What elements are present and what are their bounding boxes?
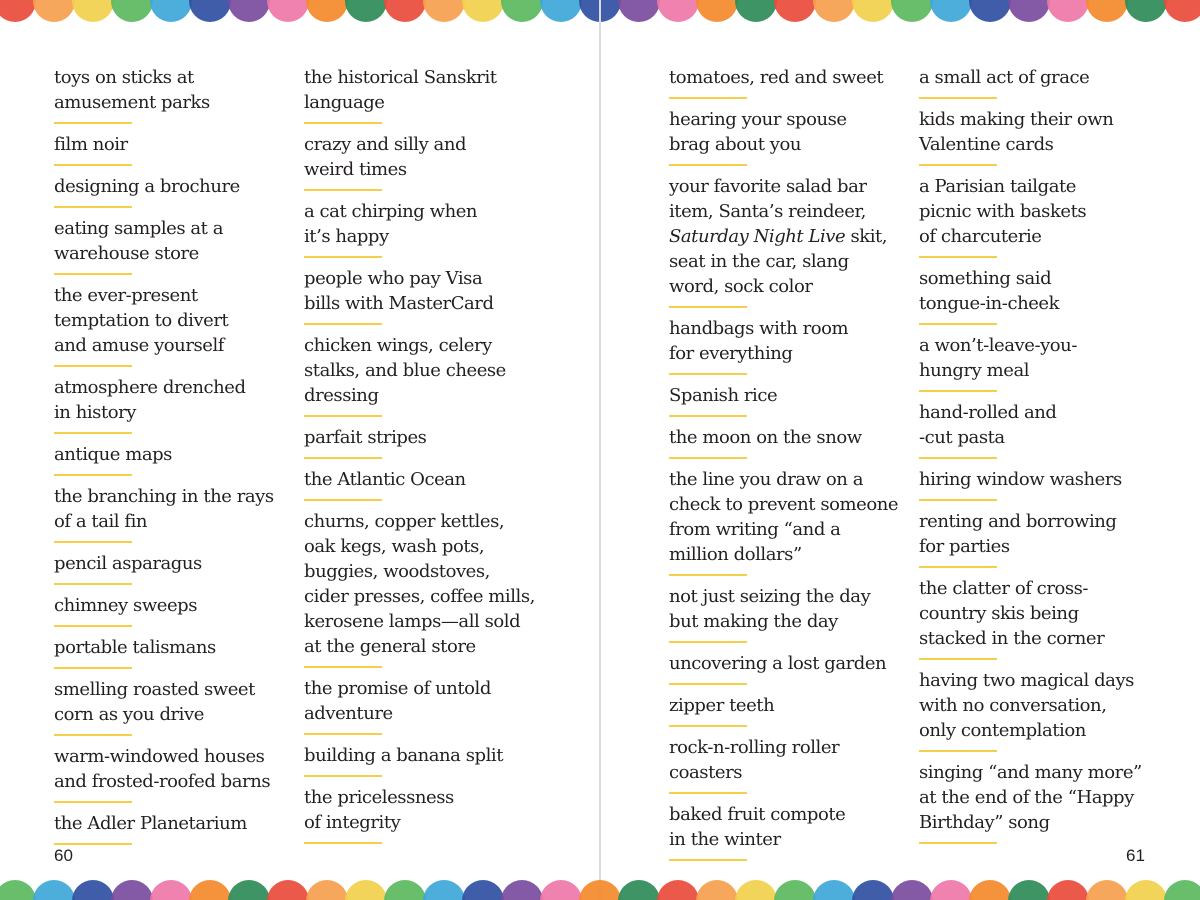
- entry-divider: [669, 97, 747, 99]
- decorative-dot: [657, 880, 699, 900]
- entry-divider: [669, 415, 747, 417]
- decorative-dot: [813, 0, 855, 22]
- decorative-dot: [1164, 0, 1200, 22]
- decorative-dot: [891, 0, 933, 22]
- decorative-dot: [228, 0, 270, 22]
- decorative-dot: [540, 880, 582, 900]
- entry-divider: [54, 122, 132, 124]
- decorative-dot: [462, 880, 504, 900]
- list-item: the moon on the snow: [669, 427, 862, 448]
- decorative-dot: [33, 880, 75, 900]
- entry-divider: [304, 323, 382, 325]
- entry-divider: [54, 432, 132, 434]
- list-item: tomatoes, red and sweet: [669, 67, 884, 88]
- entry-divider: [919, 842, 997, 844]
- entry-divider: [54, 843, 132, 845]
- entry-divider: [304, 733, 382, 735]
- list-item: churns, copper kettles, oak kegs, wash pots, buggies, woodstoves, cider presses, coffee mills, kerosene lamps—all sold at the general store: [304, 511, 535, 657]
- list-item: film noir: [54, 134, 128, 155]
- entry-divider: [304, 415, 382, 417]
- decorative-dot: [306, 0, 348, 22]
- list-item: crazy and silly and weird times: [304, 134, 467, 180]
- entry-divider: [919, 566, 997, 568]
- entry-divider: [919, 97, 997, 99]
- decorative-dot: [969, 880, 1011, 900]
- entry-divider: [304, 842, 382, 844]
- decorative-dot: [72, 0, 114, 22]
- decorative-dot: [774, 880, 816, 900]
- entry-divider: [919, 658, 997, 660]
- decorative-dot: [1047, 0, 1089, 22]
- entry-divider: [919, 499, 997, 501]
- entry-divider: [669, 641, 747, 643]
- entry-divider: [919, 390, 997, 392]
- decorative-dot: [852, 880, 894, 900]
- list-item: your favorite salad bar item, Santa’s reindeer, Saturday Night Live skit, seat in the car, slang word, sock color: [669, 176, 888, 297]
- decorative-dot: [111, 880, 153, 900]
- entry-divider: [669, 574, 747, 576]
- list-item: a Parisian tailgate picnic with baskets of charcuterie: [919, 176, 1087, 247]
- list-item: eating samples at a warehouse store: [54, 218, 224, 264]
- list-item: the pricelessness of integrity: [304, 787, 454, 833]
- entry-divider: [669, 859, 747, 861]
- list-item: singing “and many more” at the end of the “Happy Birthday” song: [919, 762, 1142, 833]
- entry-divider: [304, 666, 382, 668]
- decorative-dot: [618, 880, 660, 900]
- decorative-dot: [267, 880, 309, 900]
- entry-divider: [54, 365, 132, 367]
- entry-divider: [669, 683, 747, 685]
- decorative-dot: [735, 880, 777, 900]
- entry-divider: [54, 206, 132, 208]
- decorative-dot: [267, 0, 309, 22]
- list-item: a small act of grace: [919, 67, 1090, 88]
- right-page-column-1: [669, 63, 919, 867]
- entry-divider: [54, 625, 132, 627]
- entry-divider: [919, 164, 997, 166]
- entry-divider: [304, 122, 382, 124]
- entry-divider: [669, 792, 747, 794]
- list-item: people who pay Visa bills with MasterCard: [304, 268, 494, 314]
- list-item: having two magical days with no conversation, only contemplation: [919, 670, 1134, 741]
- entry-divider: [304, 775, 382, 777]
- list-item: designing a brochure: [54, 176, 240, 197]
- decorative-dot: [423, 880, 465, 900]
- decorative-dot: [1086, 880, 1128, 900]
- decorative-dot: [1164, 880, 1200, 900]
- decorative-dot: [501, 880, 543, 900]
- list-item: warm-windowed houses and frosted-roofed barns: [54, 746, 271, 792]
- decorative-dot: [423, 0, 465, 22]
- entry-divider: [54, 667, 132, 669]
- entry-divider: [669, 373, 747, 375]
- decorative-dot: [1125, 880, 1167, 900]
- list-item: hiring window washers: [919, 469, 1122, 490]
- list-item: smelling roasted sweet corn as you drive: [54, 679, 255, 725]
- decorative-dot: [111, 0, 153, 22]
- decorative-dot: [657, 0, 699, 22]
- decorative-dot: [930, 0, 972, 22]
- list-item: toys on sticks at amusement parks: [54, 67, 210, 113]
- list-item: the Atlantic Ocean: [304, 469, 466, 490]
- entry-divider: [669, 306, 747, 308]
- decorative-dot: [345, 880, 387, 900]
- decorative-dot: [150, 880, 192, 900]
- decorative-dot: [696, 0, 738, 22]
- entry-divider: [54, 474, 132, 476]
- page-gutter: [599, 0, 601, 900]
- decorative-dot: [501, 0, 543, 22]
- decorative-dot: [696, 880, 738, 900]
- entry-divider: [304, 256, 382, 258]
- list-item: chicken wings, celery stalks, and blue cheese dressing: [304, 335, 506, 406]
- list-item: uncovering a lost garden: [669, 653, 887, 674]
- entry-divider: [919, 256, 997, 258]
- left-page-column-2: [304, 63, 554, 850]
- list-item: the promise of untold adventure: [304, 678, 491, 724]
- list-item: the Adler Planetarium: [54, 813, 247, 834]
- decorative-dot: [0, 880, 36, 900]
- list-item: not just seizing the day but making the day: [669, 586, 871, 632]
- decorative-dot: [969, 0, 1011, 22]
- entry-divider: [304, 499, 382, 501]
- list-item: kids making their own Valentine cards: [919, 109, 1114, 155]
- list-item: building a banana split: [304, 745, 503, 766]
- entry-divider: [919, 457, 997, 459]
- list-item: rock-n-rolling roller coasters: [669, 737, 840, 783]
- decorative-dot: [189, 0, 231, 22]
- decorative-dot: [0, 0, 36, 22]
- list-item: the branching in the rays of a tail fin: [54, 486, 274, 532]
- list-item: portable talismans: [54, 637, 216, 658]
- decorative-dot: [1008, 880, 1050, 900]
- list-item: the line you draw on a check to prevent someone from writing “and a million dollars”: [669, 469, 899, 565]
- decorative-dot: [540, 0, 582, 22]
- list-item: something said tongue-in-cheek: [919, 268, 1060, 314]
- list-item: antique maps: [54, 444, 172, 465]
- decorative-dot: [891, 880, 933, 900]
- list-item: pencil asparagus: [54, 553, 202, 574]
- decorative-dot: [1047, 880, 1089, 900]
- decorative-dot: [189, 880, 231, 900]
- entry-divider: [304, 189, 382, 191]
- list-item: zipper teeth: [669, 695, 775, 716]
- entry-divider: [919, 323, 997, 325]
- decorative-dot: [618, 0, 660, 22]
- list-item: the historical Sanskrit language: [304, 67, 497, 113]
- decorative-dot: [306, 880, 348, 900]
- decorative-dot: [462, 0, 504, 22]
- list-item: chimney sweeps: [54, 595, 198, 616]
- entry-divider: [54, 583, 132, 585]
- decorative-dot: [579, 880, 621, 900]
- decorative-dot: [228, 880, 270, 900]
- page-number-left: 60: [54, 846, 73, 865]
- decorative-dot: [384, 880, 426, 900]
- decorative-dot: [1125, 0, 1167, 22]
- decorative-dot: [813, 880, 855, 900]
- page-number-right: 61: [1126, 846, 1145, 865]
- list-item: a cat chirping when it’s happy: [304, 201, 478, 247]
- entry-divider: [54, 541, 132, 543]
- bottom-dot-border: [0, 870, 1200, 900]
- list-item: the clatter of cross- country skis being stacked in the corner: [919, 578, 1105, 649]
- list-item: the ever-present temptation to divert and amuse yourself: [54, 285, 229, 356]
- decorative-dot: [774, 0, 816, 22]
- decorative-dot: [384, 0, 426, 22]
- list-item: baked fruit compote in the winter: [669, 804, 846, 850]
- entry-divider: [669, 725, 747, 727]
- list-item: atmosphere drenched in history: [54, 377, 246, 423]
- list-item: renting and borrowing for parties: [919, 511, 1117, 557]
- decorative-dot: [345, 0, 387, 22]
- entry-divider: [54, 164, 132, 166]
- decorative-dot: [735, 0, 777, 22]
- left-page-column-1: [54, 63, 304, 851]
- list-item: a won’t-leave-you- hungry meal: [919, 335, 1077, 381]
- entry-divider: [669, 164, 747, 166]
- list-item: parfait stripes: [304, 427, 427, 448]
- decorative-dot: [1008, 0, 1050, 22]
- entry-divider: [54, 273, 132, 275]
- entry-divider: [54, 801, 132, 803]
- list-item: Spanish rice: [669, 385, 778, 406]
- list-item: handbags with room for everything: [669, 318, 849, 364]
- decorative-dot: [33, 0, 75, 22]
- decorative-dot: [1086, 0, 1128, 22]
- decorative-dot: [72, 880, 114, 900]
- list-item: hand-rolled and -cut pasta: [919, 402, 1057, 448]
- decorative-dot: [930, 880, 972, 900]
- entry-divider: [304, 457, 382, 459]
- entry-divider: [669, 457, 747, 459]
- right-page-column-2: [919, 63, 1169, 850]
- decorative-dot: [852, 0, 894, 22]
- decorative-dot: [150, 0, 192, 22]
- list-item: hearing your spouse brag about you: [669, 109, 847, 155]
- entry-divider: [919, 750, 997, 752]
- entry-divider: [54, 734, 132, 736]
